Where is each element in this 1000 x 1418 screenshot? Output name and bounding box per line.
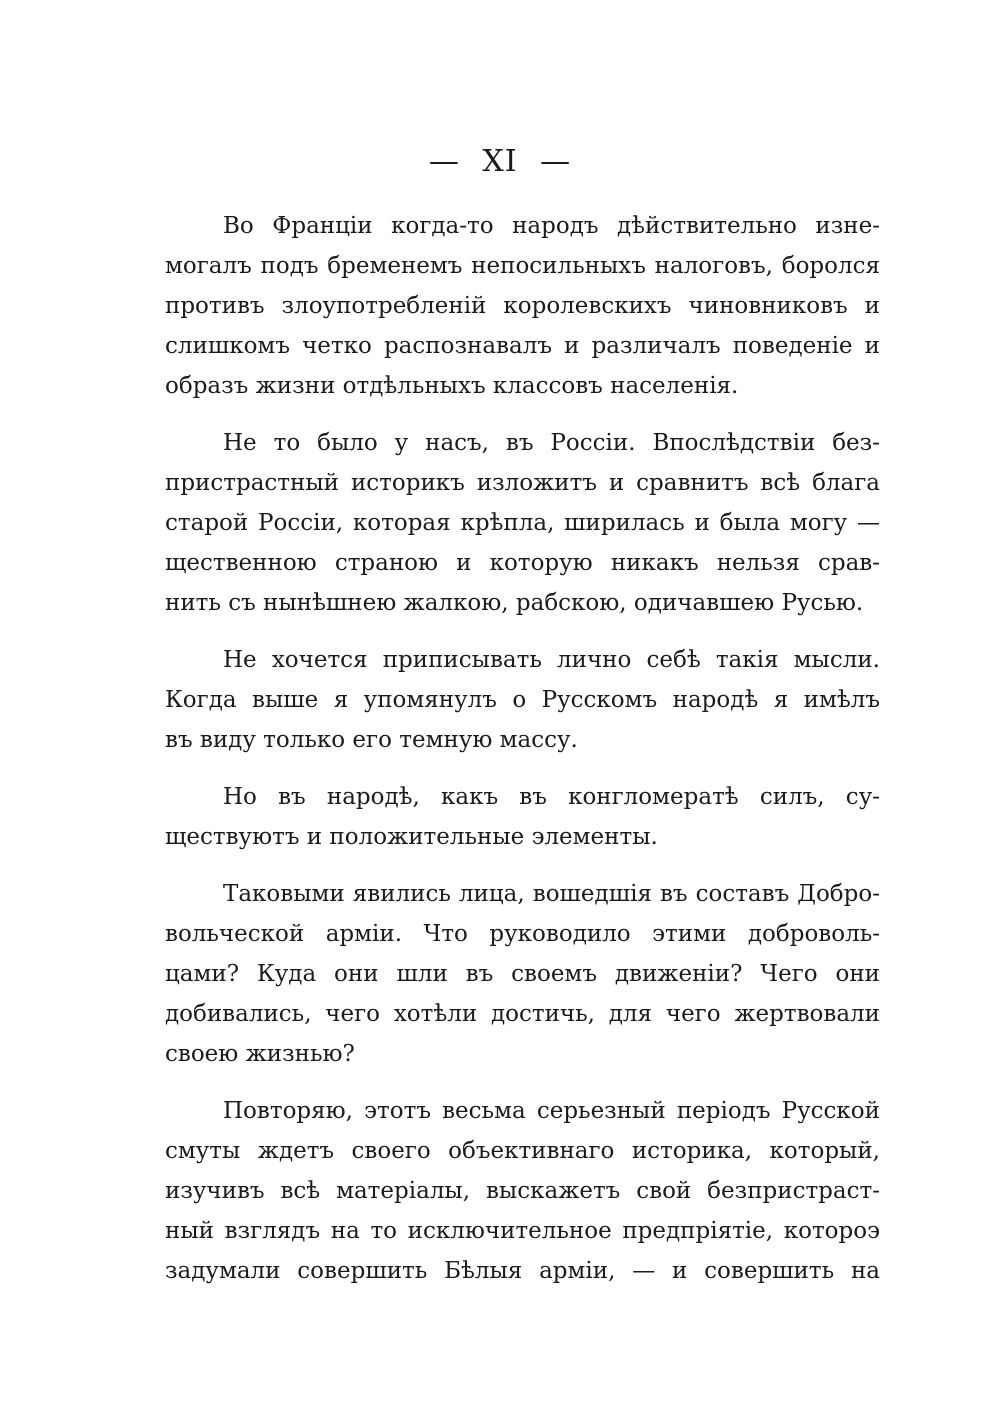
text-line: добивались, чего хотѣли достичь, для чего жертвовали bbox=[165, 1001, 880, 1027]
body-text bbox=[165, 206, 880, 1308]
text-line: задумали совершить Бѣлыя арміи, — и совершить на bbox=[165, 1258, 880, 1284]
text-line: Повторяю, этотъ весьма серьезный періодъ Русской bbox=[223, 1098, 880, 1124]
text-line: своею жизнью? bbox=[165, 1041, 355, 1067]
text-line: въ виду только его темную массу. bbox=[165, 727, 578, 753]
text-line: смуты ждетъ своего объективнаго историка, который, bbox=[165, 1138, 880, 1164]
text-line: слишкомъ четко распознавалъ и различалъ поведеніе и bbox=[165, 333, 880, 359]
text-line: старой Россіи, которая крѣпла, ширилась и была могу — bbox=[165, 510, 880, 536]
text-line: образъ жизни отдѣльныхъ классовъ населенія. bbox=[165, 373, 739, 399]
text-line: противъ злоупотребленій королевскихъ чиновниковъ и bbox=[165, 293, 880, 319]
text-line: Не то было у насъ, въ Россіи. Впослѣдствіи без- bbox=[223, 430, 880, 456]
paragraph bbox=[165, 874, 880, 1074]
paragraph bbox=[165, 423, 880, 623]
paragraph bbox=[165, 777, 880, 857]
text-line: цами? Куда они шли въ своемъ движеніи? Чего они bbox=[165, 961, 880, 987]
text-line: щественною страною и которую никакъ нельзя срав- bbox=[165, 550, 880, 576]
text-line: ный взглядъ на то исключительное предпріятіе, котороэ bbox=[165, 1218, 880, 1244]
text-line: ществуютъ и положительные элементы. bbox=[165, 824, 658, 850]
text-line: Таковыми явились лица, вошедшія въ составъ Добро- bbox=[223, 881, 880, 907]
page-number: — XI — bbox=[428, 144, 572, 179]
text-line: изучивъ всѣ матеріалы, выскажетъ свой безпристраст- bbox=[165, 1178, 880, 1204]
text-line: нить съ нынѣшнею жалкою, рабскою, одичавшею Русью. bbox=[165, 590, 864, 616]
text-line: Но въ народѣ, какъ въ конгломератѣ силъ, су- bbox=[223, 784, 880, 810]
text-line: Не хочется приписывать лично себѣ такія мысли. bbox=[223, 647, 880, 673]
paragraph bbox=[165, 640, 880, 760]
paragraph bbox=[165, 1091, 880, 1291]
text-line: Во Франціи когда-то народъ дѣйствительно изне- bbox=[223, 213, 880, 239]
text-line: Когда выше я упомянулъ о Русскомъ народѣ я имѣлъ bbox=[165, 687, 880, 713]
text-line: пристрастный историкъ изложитъ и сравнитъ всѣ блага bbox=[165, 470, 880, 496]
text-line: вольческой арміи. Что руководило этими доброволь- bbox=[165, 921, 880, 947]
paragraph bbox=[165, 206, 880, 406]
text-line: могалъ подъ бременемъ непосильныхъ налоговъ, боролся bbox=[165, 253, 880, 279]
